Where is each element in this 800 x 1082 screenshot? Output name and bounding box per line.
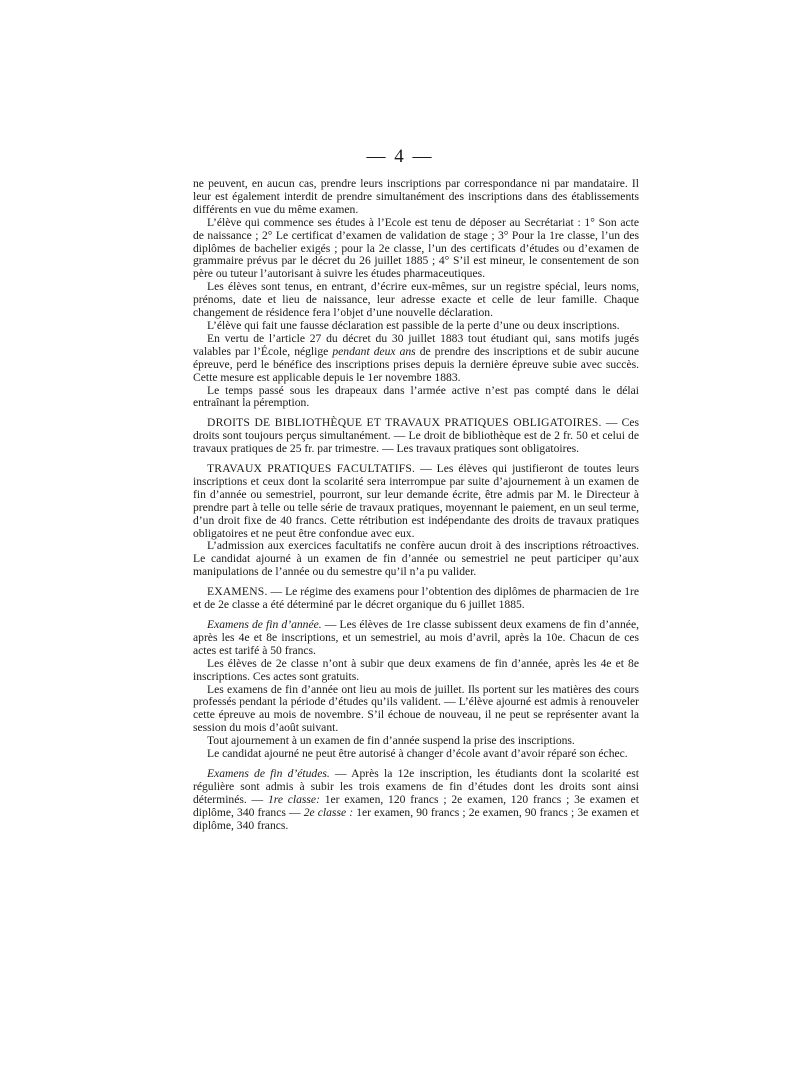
heading-final-exams: Examens de fin d’études. [207, 766, 330, 780]
article-27-emphasis: pendant deux ans [332, 344, 416, 358]
final-exams-text-3: 1er examen, 90 francs ; 2e examen, 90 francs ; 3e examen et diplôme, 340 francs. [193, 805, 639, 832]
paragraph-second-class-exams: Les élèves de 2e classe n’ont à subir que deux examens de fin d’année, après les 4e et 8e inscriptions. Ces actes sont gratuits. [193, 656, 639, 683]
article-27-text-before: En vertu de l’article 27 du décret du 30 juillet 1883 tout étudiant qui, sans motifs jugés valables par l’École, néglige [193, 331, 639, 358]
section-heading-examinations: EXAMENS. [207, 585, 268, 599]
final-exams-first-class: 1re classe: [267, 792, 320, 806]
section-text-optional-practicals: — Les élèves qui justifieront de toutes leurs inscriptions et ceux dont la scolarité sera interrompue par suite d’ajournement à un examen de fin d’année ou semestriel, pourront, sur leur demande écrite, être admis par M. le Directeur à prendre part à telle ou telle série de travaux pratiques, moyennant le paiement, en un seul terme, d’un droit fixe de 40 francs. Cette rétribution est indépendante des droits de travaux pratiques obligatoires et ne peut être confondue avec eux. [193, 462, 639, 540]
paragraph-july-exams: Les examens de fin d’année ont lieu au mois de juillet. Ils portent sur les matières des cours professés pendant la période d’études qu’ils valident. — L’élève ajourné est admis à renouveler cette épreuve au mois de novembre. S’il échoue de nouveau, il ne peut se représenter avant la session du mois d’août suivant. [193, 682, 639, 735]
text-column [193, 178, 639, 833]
paragraph-required-documents: L’élève qui commence ses études à l’Ecole est tenu de déposer au Secrétariat : 1° Son acte de naissance ; 2° Le certificat d’examen de validation de stage ; 3° Pour la 1re classe, l’un des diplômes de bachelier exigés ; pour la 2e classe, l’un des certificats d’études ou d’examen de grammaire prévus par le décret du 26 juillet 1885 ; 4° S’il est mineur, le consentement de son père ou tuteur l’autorisant à suivre les études pharmaceutiques. [193, 215, 639, 281]
section-text-examinations: — Le régime des examens pour l’obtention des diplômes de pharmacien de 1re et de 2e classe a été déterminé par le décret organique du 6 juillet 1885. [193, 585, 639, 612]
section-final-exams [193, 768, 639, 833]
paragraph-registry: Les élèves sont tenus, en entrant, d’écrire eux-mêmes, sur un registre spécial, leurs noms, prénoms, date et lieu de naissance, leur adresse exacte et celle de leur famille. Chaque changement de résidence fera l’objet d’une nouvelle déclaration. [193, 280, 639, 320]
text-year-end-exams: — Les élèves de 1re classe subissent deux examens de fin d’année, après les 4e et 8e inscriptions, et un semestriel, au mois d’avril, après la 10e. Chacun de ces actes est tarifé à 50 francs. [193, 618, 639, 657]
paragraph-military-service: Le temps passé sous les drapeaux dans l’armée active n’est pas compté dans le délai entraînant la péremption. [193, 383, 639, 410]
final-exams-text-2: 1er examen, 120 francs ; 2e examen, 120 francs ; 3e examen et diplôme, 340 francs — [193, 792, 640, 819]
paragraph-false-declaration: L’élève qui fait une fausse déclaration est passible de la perte d’une ou deux inscriptions. [207, 318, 620, 332]
section-heading-library-fees: DROITS DE BIBLIOTHÈQUE ET TRAVAUX PRATIQUES OBLIGATOIRES. [207, 416, 602, 430]
section-library-fees [193, 417, 639, 456]
section-optional-practicals [193, 463, 639, 540]
final-exams-text-1: — Après la 12e inscription, les étudiants dont la scolarité est régulière sont admis à subir les trois examens de fin d’études dont les droits sont ainsi déterminés. — [193, 766, 640, 806]
final-exams-second-class: 2e classe : [303, 805, 354, 819]
article-27-text-after: de prendre des inscriptions et de subir aucune épreuve, perd le bénéfice des inscriptions prises depuis la dernière épreuve subie avec succès. Cette mesure est applicable depuis le 1er novembre 1883. [193, 344, 640, 384]
paragraph-adjournment: Tout ajournement à un examen de fin d’année suspend la prise des inscriptions. [207, 734, 575, 748]
paragraph-change-school: Le candidat ajourné ne peut être autorisé à changer d’école avant d’avoir réparé son échec. [207, 747, 628, 761]
paragraph-optional-practicals-extra: L’admission aux exercices facultatifs ne confère aucun droit à des inscriptions rétroactives. Le candidat ajourné à un examen de fin d’année ou semestriel ne peut participer qu’aux manipulations de l’année ou du semestre qu’il n’a pu valider. [193, 539, 639, 579]
paragraph-article-27 [193, 333, 639, 385]
section-text-library-fees: — Ces droits sont toujours perçus simultanément. — Le droit de bibliothèque est de 2 fr. 50 et celui de travaux pratiques de 25 fr. par trimestre. — Les travaux pratiques sont obligatoires. [193, 416, 640, 456]
heading-year-end-exams: Examens de fin d’année. [207, 618, 322, 631]
section-heading-optional-practicals: TRAVAUX PRATIQUES FACULTATIFS. [207, 462, 416, 476]
paragraph-continuation: ne peuvent, en aucun cas, prendre leurs inscriptions par correspondance ni par mandataire. Il leur est également interdit de prendre simultanément des inscriptions dans des établissements différents en vue du même examen. [193, 177, 639, 216]
section-examinations [193, 586, 639, 612]
page-number: — 4 — [366, 146, 434, 167]
section-year-end-exams [193, 619, 639, 658]
